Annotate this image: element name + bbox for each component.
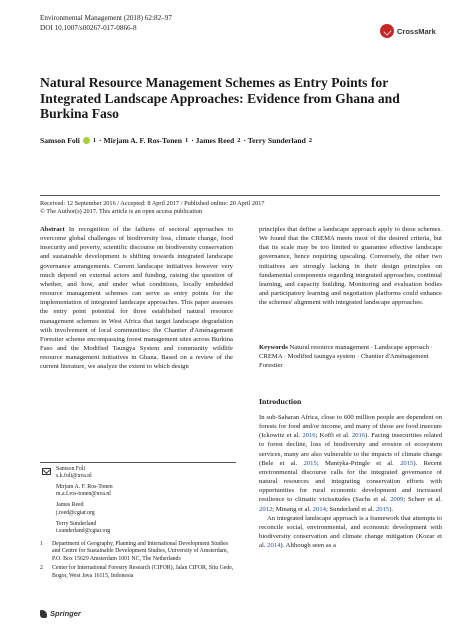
springer-horse-icon: [40, 610, 47, 618]
citation-link[interactable]: 2012: [259, 505, 273, 513]
citation-link[interactable]: 2009: [390, 496, 404, 504]
corresponding-contacts: [56, 466, 113, 539]
author-name[interactable]: · Terry Sunderland: [243, 136, 306, 145]
keywords-text: Natural resource management · Landscape approach · CREMA · Modified taungya system · Chantier d'Aménagement Forestier: [259, 344, 433, 370]
crossmark-badge[interactable]: [380, 22, 442, 40]
publisher-logo: [40, 609, 81, 618]
author-name[interactable]: Samson Foli: [40, 136, 80, 145]
paragraph: In sub-Saharan Africa, close to 600 million people are dependent on forests for food and/or income, and many of those are food insecure (Ickowitz et al. 2016; Koffi et al. 2016). Facing insecurities related to forest decline, loss of biodiversity and erosion of ecosystem services, many are also vulnerable to the impacts of climate change (Bele et al. 2015; Mantyka-Pringle et al. 2015). Recent environmental discourse calls for the integrated governance of natural resources and integrating conservation efforts with opportunities for rural economic development and increased resilience to climatic vicissitudes (Sachs et al. 2009; Scherr et al. 2012; Minang et al. 2014; Sunderland et al. 2015).: [259, 414, 443, 513]
citation-link[interactable]: 2016: [351, 432, 366, 440]
author-affil-sup: 1: [185, 137, 189, 144]
section-heading-introduction: Introduction: [259, 397, 302, 406]
abstract-text: In recognition of the failures of sectoral approaches to overcome global challenges of biodiversity loss, climate change, food insecurity and poverty, scientific discourse on biodiversity conservation and sustainable development is shifting towards integrated landscape governance arrangements. Current landscape initiatives however very much depend on external actors and funding, raising the question of whether, and how, and under what conditions, locally embedded resource management schemes can serve as entry points for the implementation of integrated landscape approaches. This paper assesses the entry point potential for three established natural resource management schemes in West Africa that target landscape degradation with involvement of local communities: the Chantier d'Aménagement Forestier scheme encompassing forest management sites across Burkina Faso and the Modified Taungya System and community wildlife resource management initiatives in Ghana. Based on a review of the current literature, we analyze the extent to which design: [40, 226, 233, 371]
contact-name: Mirjam A. F. Ros-Tonen: [56, 484, 113, 491]
doi-link[interactable]: DOI 10.1007/s00267-017-0866-8: [40, 23, 137, 32]
contact-item: [56, 466, 113, 481]
citation-link[interactable]: 2015: [375, 505, 390, 513]
contact-email[interactable]: j.reed@cgiar.org: [56, 509, 95, 516]
introduction-body: [259, 413, 442, 550]
contact-item: [56, 521, 113, 536]
citation-link[interactable]: 2016: [302, 432, 316, 440]
author-list: [40, 136, 440, 145]
paragraph: An integrated landscape approach is a framework that attempts to reconcile social, environmental, and economic development with biodiversity conservation and climate change mitigation (Kozar et al. 2014). Although seen as a: [259, 514, 442, 550]
journal-header: [40, 14, 172, 33]
author-affil-sup: 2: [308, 137, 313, 144]
publication-dates: [40, 200, 265, 216]
copyright-line: © The Author(s) 2017. This article is an open access publication: [40, 208, 203, 215]
keywords-label: Keywords: [259, 344, 288, 351]
abstract-right-column: principles that define a landscape approach apply to these schemes. We found that the CREMA meets most of the desired criteria, but that its scale may be too limited to guarantee effective landscape governance, hence requiring upscaling. Conversely, the other two initiatives are strongly lacking in their design principles on fundamental components regarding integrated approaches, continual learning, and capacity building. Monitoring and evaluation bodies and participatory learning and negotiation platforms could enhance the schemes' alignment with integrated landscape approaches.: [259, 226, 442, 307]
author-affil-sup: 1: [92, 137, 97, 144]
abstract-label: Abstract: [40, 226, 65, 233]
crossmark-label: CrossMark: [397, 26, 436, 36]
citation-link[interactable]: 2015: [303, 459, 317, 467]
affiliation-number: 2: [40, 565, 43, 572]
affiliations: [40, 541, 236, 582]
affiliation-text: Center for International Forestry Research (CIFOR), Jalan CIFOR, Situ Gede, Bogor, West Java 16115, Indonesia: [52, 565, 234, 579]
abstract-left-column: [40, 225, 233, 372]
affiliation-item: [40, 565, 236, 580]
publisher-name: Springer: [50, 609, 81, 618]
contact-email[interactable]: s.k.foli@uva.nl: [56, 473, 92, 480]
contact-name: Samson Foli: [56, 466, 86, 472]
contact-email[interactable]: m.a.f.ros-tonen@uva.nl: [56, 491, 111, 498]
contact-name: James Reed: [56, 502, 84, 509]
citation-link[interactable]: 2014: [312, 505, 326, 513]
dates-line: Received: 12 September 2016 / Accepted: 8 April 2017 / Published online: 20 April 2017: [40, 200, 265, 207]
contact-name: Terry Sunderland: [56, 520, 97, 527]
contact-email[interactable]: t.sunderland@cgiar.org: [56, 527, 111, 534]
keywords: [259, 343, 442, 370]
citation-link[interactable]: 2014: [267, 542, 281, 550]
divider: [40, 195, 440, 196]
author-affil-sup: 2: [237, 137, 241, 144]
affiliation-text: Department of Geography, Planning and International Development Studies and Centre for Sustainable Development Studies, University of Amsterdam, P.O. Box 15629 Amsterdam 1001 NC, The Netherlands: [52, 541, 229, 562]
crossmark-icon: [380, 24, 394, 38]
contact-item: [56, 502, 113, 517]
article-title: Natural Resource Management Schemes as Entry Points for Integrated Landscape Approaches: Evidence from Ghana and Burkina Faso: [40, 75, 400, 121]
citation-link[interactable]: 2015: [400, 459, 414, 467]
orcid-icon[interactable]: [83, 137, 90, 144]
author-name[interactable]: · Mirjam A. F. Ros-Tonen: [99, 136, 183, 145]
footnote-divider: [40, 462, 236, 463]
affiliation-number: 1: [40, 541, 43, 547]
journal-citation: Environmental Management (2018) 62:82–97: [40, 14, 172, 22]
author-name[interactable]: · James Reed: [191, 136, 235, 145]
contact-item: [56, 484, 113, 499]
affiliation-item: [40, 541, 236, 563]
envelope-icon: [42, 468, 51, 475]
